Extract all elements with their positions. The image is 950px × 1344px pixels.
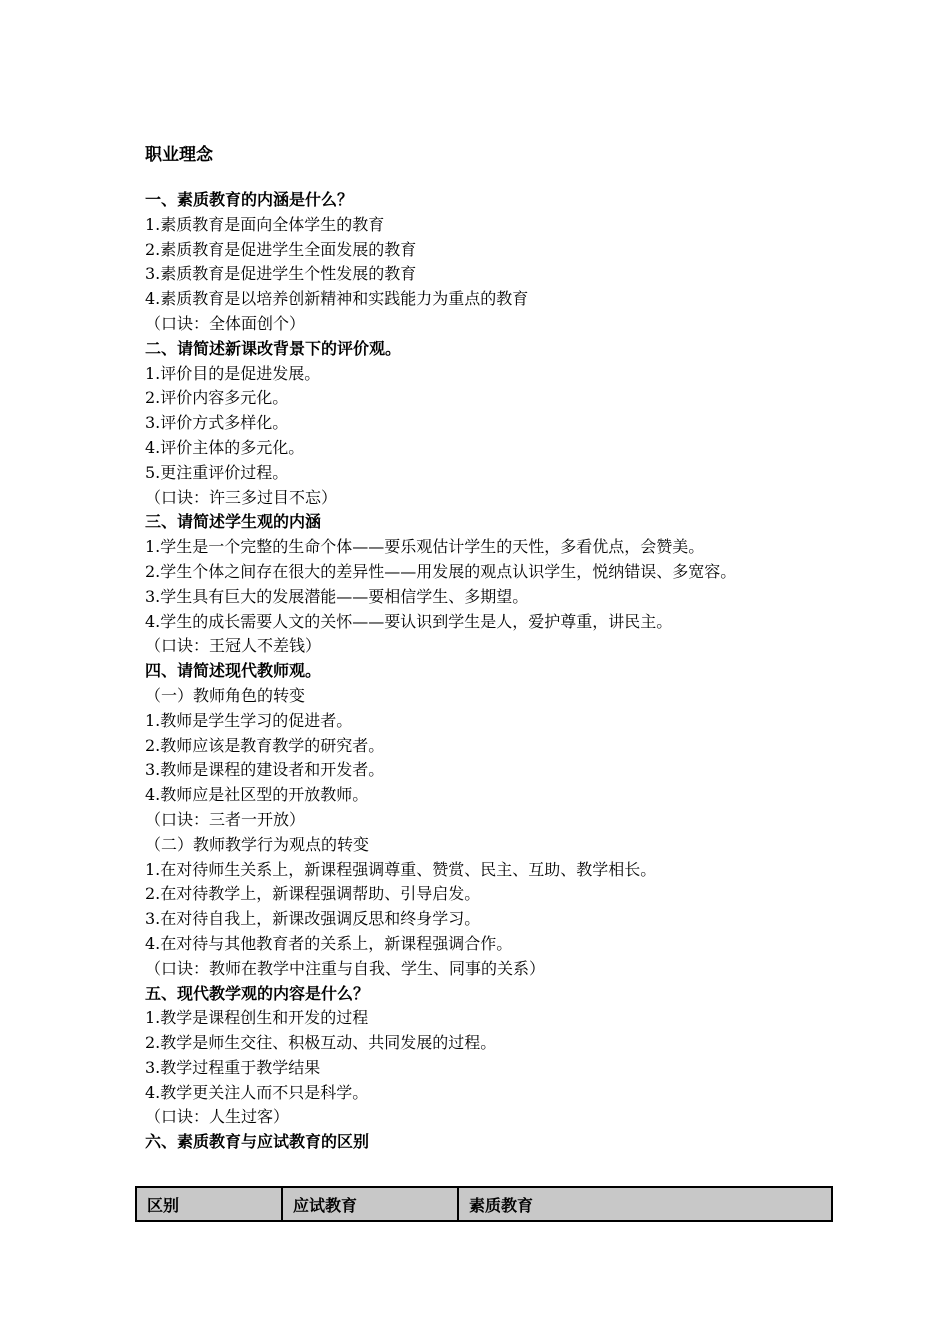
document-body xyxy=(145,188,825,1155)
list-item: 3.教学过程重于教学结果 xyxy=(145,1057,321,1077)
comparison-table xyxy=(135,1186,833,1222)
list-item: 1.在对待师生关系上，新课程强调尊重、赞赏、民主、互助、教学相长。 xyxy=(145,859,657,879)
list-item: 2.在对待教学上，新课程强调帮助、引导启发。 xyxy=(145,884,481,904)
table-header-cell: 素质教育 xyxy=(458,1187,832,1221)
list-item: 2.评价内容多元化。 xyxy=(145,388,289,408)
mnemonic: （口诀：三者一开放） xyxy=(145,809,306,829)
list-item: 4.评价主体的多元化。 xyxy=(145,437,305,457)
section-heading: 二、请简述新课改背景下的评价观。 xyxy=(145,338,402,358)
section-heading: 四、请简述现代教师观。 xyxy=(145,661,322,681)
mnemonic: （口诀：教师在教学中注重与自我、学生、同事的关系） xyxy=(145,958,546,978)
list-item: 3.学生具有巨大的发展潜能——要相信学生、多期望。 xyxy=(145,586,529,606)
table-header-cell: 区别 xyxy=(136,1187,282,1221)
list-item: 4.在对待与其他教育者的关系上，新课程强调合作。 xyxy=(145,933,513,953)
list-item: 3.教师是课程的建设者和开发者。 xyxy=(145,760,385,780)
list-item: 3.素质教育是促进学生个性发展的教育 xyxy=(145,264,417,284)
subsection-title: （一）教师角色的转变 xyxy=(145,685,306,705)
section-heading: 三、请简述学生观的内涵 xyxy=(145,512,322,532)
list-item: 4.教师应是社区型的开放教师。 xyxy=(145,785,369,805)
mnemonic: （口诀：王冠人不差钱） xyxy=(145,636,322,656)
list-item: 1.素质教育是面向全体学生的教育 xyxy=(145,214,385,234)
section-heading: 一、素质教育的内涵是什么？ xyxy=(145,190,354,209)
list-item: 4.学生的成长需要人文的关怀——要认识到学生是人，爱护尊重，讲民主。 xyxy=(145,611,673,631)
list-item: 4.素质教育是以培养创新精神和实践能力为重点的教育 xyxy=(145,289,529,309)
list-item: 2.教师应该是教育教学的研究者。 xyxy=(145,735,385,755)
mnemonic: （口诀：许三多过目不忘） xyxy=(145,487,338,507)
list-item: 2.学生个体之间存在很大的差异性——用发展的观点认识学生，悦纳错误、多宽容。 xyxy=(145,561,737,581)
list-item: 1.学生是一个完整的生命个体——要乐观估计学生的天性，多看优点，会赞美。 xyxy=(145,537,705,557)
list-item: 1.评价目的是促进发展。 xyxy=(145,363,321,383)
page-title: 职业理念 xyxy=(145,145,213,165)
mnemonic: （口诀：人生过客） xyxy=(145,1107,290,1127)
list-item: 3.在对待自我上，新课改强调反思和终身学习。 xyxy=(145,909,481,929)
table-header-row xyxy=(136,1187,832,1221)
list-item: 1.教学是课程创生和开发的过程 xyxy=(145,1008,369,1028)
mnemonic: （口诀：全体面创个） xyxy=(145,313,306,333)
list-item: 2.素质教育是促进学生全面发展的教育 xyxy=(145,239,417,259)
list-item: 1.教师是学生学习的促进者。 xyxy=(145,710,353,730)
list-item: 5.更注重评价过程。 xyxy=(145,462,289,482)
table-header-cell: 应试教育 xyxy=(282,1187,458,1221)
section-heading: 五、现代教学观的内容是什么？ xyxy=(145,983,370,1003)
list-item: 3.评价方式多样化。 xyxy=(145,413,289,433)
section-heading: 六、素质教育与应试教育的区别 xyxy=(145,1132,370,1152)
list-item: 4.教学更关注人而不只是科学。 xyxy=(145,1082,369,1102)
subsection-title: （二）教师教学行为观点的转变 xyxy=(145,834,370,854)
list-item: 2.教学是师生交往、积极互动、共同发展的过程。 xyxy=(145,1033,497,1053)
